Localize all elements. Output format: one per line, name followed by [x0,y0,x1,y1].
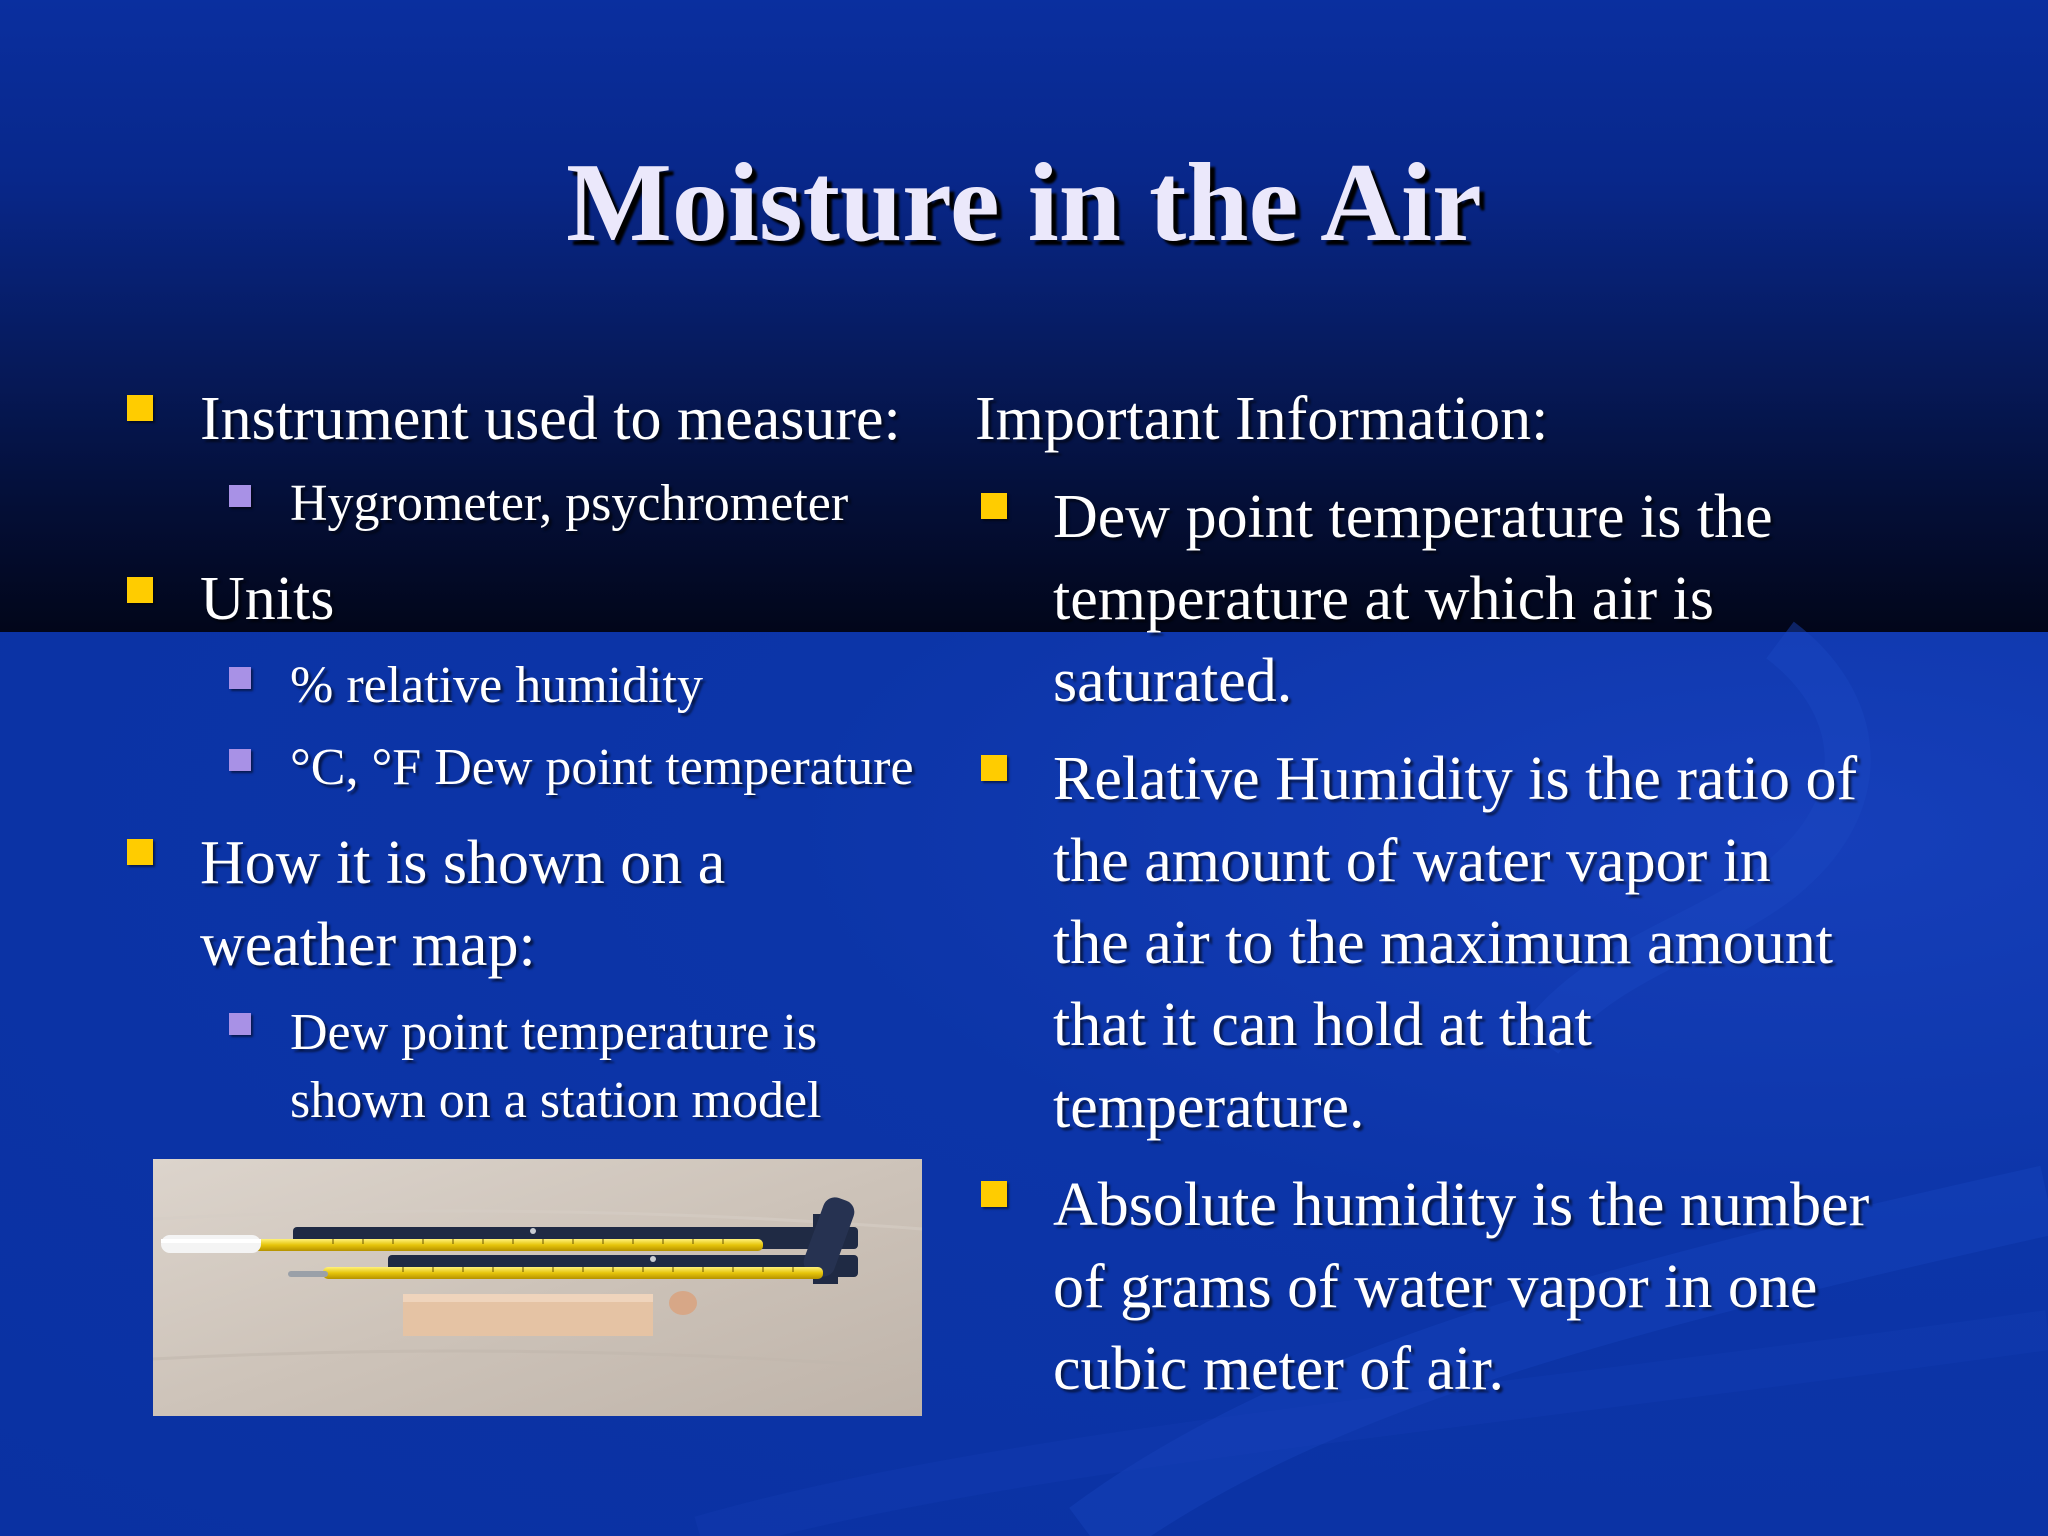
bullet-square-icon [981,1181,1007,1207]
info-item-line: temperature. [1053,1073,1365,1141]
bullet-square-icon [981,755,1007,781]
bullet-square-icon [981,493,1007,519]
slide-title: Moisture in the Air [566,141,1482,265]
info-item-line: Dew point temperature is the [1053,483,1773,551]
map-heading-line: weather map: [200,911,536,979]
sub-bullet-square-icon [229,485,251,507]
map-sub-item-line: Dew point temperature is [290,1004,818,1061]
info-item-line: cubic meter of air. [1053,1335,1505,1403]
info-item-line: that it can hold at that [1053,991,1592,1059]
instrument-sub-item: Hygrometer, psychrometer [290,475,849,532]
info-item-line: Absolute humidity is the number [1053,1171,1870,1239]
bullet-square-icon [127,839,153,865]
info-item-line: temperature at which air is [1053,565,1715,633]
sub-bullet-square-icon [229,749,251,771]
info-item-line: the amount of water vapor in [1053,827,1771,895]
info-item-line: of grams of water vapor in one [1053,1253,1818,1321]
info-item-line: the air to the maximum amount [1053,909,1833,977]
map-heading-line: How it is shown on a [200,829,726,897]
units-sub-item: °C, °F Dew point temperature [290,739,914,796]
important-heading: Important Information: [975,385,1549,453]
units-sub-item: % relative humidity [290,657,704,714]
instrument-heading: Instrument used to measure: [200,385,901,453]
map-sub-item-line: shown on a station model [290,1072,822,1129]
bullet-square-icon [127,577,153,603]
info-item-line: saturated. [1053,647,1293,715]
sub-bullet-square-icon [229,667,251,689]
psychrometer-photo [153,1159,922,1416]
units-heading: Units [200,565,335,633]
bullet-square-icon [127,395,153,421]
info-item-line: Relative Humidity is the ratio of [1053,745,1858,813]
sub-bullet-square-icon [229,1013,251,1035]
